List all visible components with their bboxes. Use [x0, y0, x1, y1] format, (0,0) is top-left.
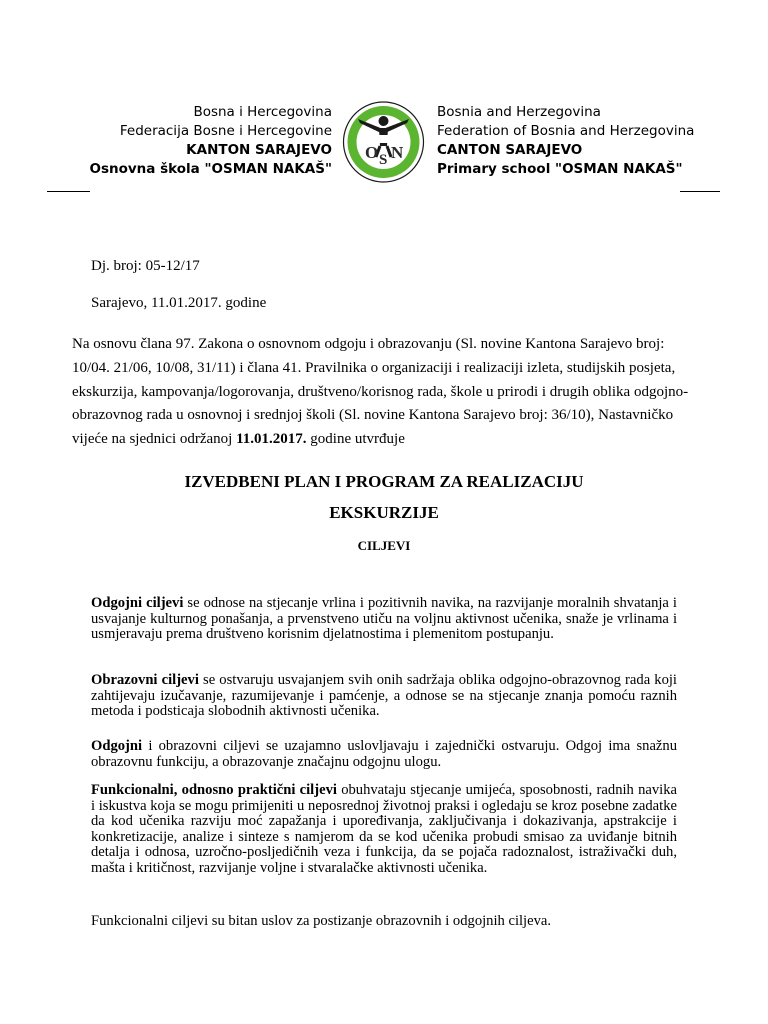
- header-rule-right: [680, 191, 720, 192]
- paragraph-text: i obrazovni ciljevi se uzajamno uslovljavaju i zajednički ostvaruju. Odgoj ima snažnu obrazovnu funkciju, a obrazovanje značajnu odgojnu ulogu.: [91, 738, 677, 770]
- paragraph-text: se odnose na stjecanje vrlina i pozitivnih navika, na razvijanje moralnih shvatanja i usvajanje kulturnog ponašanja, a prvenstveno utiču na voljnu aktivnost učenika, snaže je vrlinama i usmjeravaju prema društveno korisnim djelatnostima i plemenitom postupanju.: [91, 595, 677, 643]
- header-right-line-1: Bosnia and Herzegovina: [437, 104, 601, 120]
- paragraph-funkcionalni-uslov: [91, 914, 677, 930]
- header-left-line-2: Federacija Bosne i Hercegovine: [119, 123, 332, 139]
- paragraph-odgojni-ciljevi: [91, 596, 677, 643]
- header-right-line-2: Federation of Bosnia and Herzegovina: [437, 123, 695, 139]
- paragraph-lead: Odgojni: [91, 738, 143, 754]
- svg-text:N: N: [391, 143, 404, 162]
- paragraph-lead: Odgojni ciljevi: [91, 595, 184, 611]
- svg-text:S: S: [379, 152, 388, 168]
- paragraph-text: obuhvataju stjecanje umijeća, sposobnosti, radnih navika i iskustva koja se mogu primijeniti u neposrednoj životnoj praksi i ogledaju se kroz posebne zadatke da kod učenika razviju moć zapažanja i upoređivanja, zaključivanja i dokazivanja, apstrakcije i konkretizacije, analize i sinteze s namjerom da se kod učenika probudi smisao za uviđanje bitnih detalja i odnosa, uzročno-posljedičnih veza i funkcija, da se pojača radoznalost, istraživački duh, mašta i kritičnost, razvijanje voljne i stvaralačke aktivnosti učenika.: [91, 782, 677, 876]
- paragraph-funkcionalni-ciljevi: [91, 783, 677, 877]
- reference-number: Dj. broj: 05-12/17: [91, 258, 200, 274]
- section-subtitle: CILJEVI: [357, 538, 411, 553]
- paragraph-odgojni-obrazovni: [91, 739, 677, 770]
- header-rule-left: [47, 191, 90, 192]
- intro-bold-date: 11.01.2017.: [236, 431, 307, 448]
- header-left-line-1: Bosna i Hercegovina: [193, 104, 332, 120]
- paragraph-lead: Funkcionalni, odnosno praktični ciljevi: [91, 782, 337, 798]
- header-right-line-3: CANTON SARAJEVO: [437, 142, 583, 158]
- document-title-line-2: EKSKURZIJE: [329, 503, 439, 522]
- header-right-line-4: Primary school "OSMAN NAKAŠ": [437, 161, 683, 177]
- paragraph-obrazovni-ciljevi: [91, 673, 677, 720]
- intro-text: Na osnovu člana 97. Zakona o osnovnom odgoju i obrazovanju (Sl. novine Kantona Sarajevo broj: 10/04. 21/06, 10/08, 31/11) i člana 41. Pravilnika o organizaciji i realizaciji izleta, studijskih posjeta, ekskurzija, kampovanja/logorovanja, društveno/korisnog rada, škole u prirodi i drugih oblika odgojno-obrazovnog rada u osnovnoj i srednjoj školi (Sl. novine Kantona Sarajevo broj: 36/10), Nastavničko vijeće na sjednici održanoj: [72, 336, 689, 448]
- svg-text:O: O: [365, 143, 379, 162]
- header-left-block: [89, 103, 332, 179]
- document-title-line-1: IZVEDBENI PLAN I PROGRAM ZA REALIZACIJU: [184, 472, 584, 491]
- header-right-block: [437, 103, 694, 179]
- header-left-line-4: Osnovna škola "OSMAN NAKAŠ": [89, 161, 332, 177]
- intro-text-end: godine utvrđuje: [306, 431, 405, 448]
- paragraph-lead: Obrazovni ciljevi: [91, 672, 199, 688]
- paragraph-text: se ostvaruju usvajanjem svih onih sadržaja oblika odgojno-obrazovnog rada koji zahtijevaju izučavanje, razumijevanje i pamćenje, a odnose se na stjecanje znanja pomoću raznih metoda i podsticaja slobodnih aktivnosti učenika.: [91, 672, 677, 720]
- place-date: Sarajevo, 11.01.2017. godine: [91, 295, 267, 311]
- school-logo-icon: [341, 101, 426, 183]
- paragraph-text: Funkcionalni ciljevi su bitan uslov za postizanje obrazovnih i odgojnih ciljeva.: [91, 913, 552, 929]
- header-left-line-3: KANTON SARAJEVO: [186, 142, 332, 158]
- intro-paragraph: [72, 333, 690, 452]
